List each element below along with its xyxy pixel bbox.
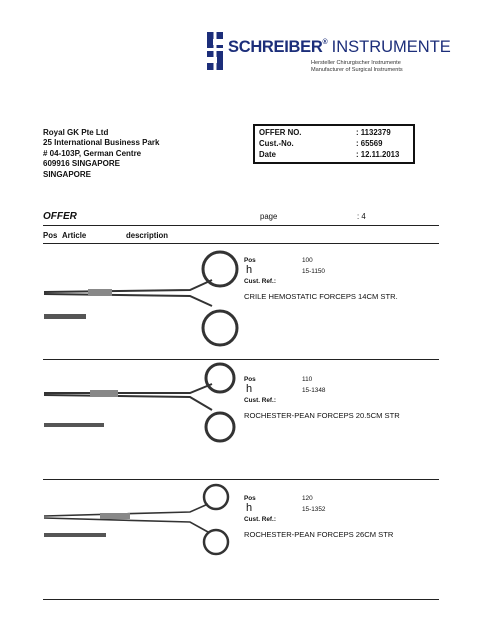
address-country: SINGAPORE: [43, 169, 92, 179]
logo-tagline-de: Hersteller Chirurgischer Instrumente: [311, 60, 401, 66]
offer-title: OFFER: [43, 211, 77, 222]
logo-tagline-en: Manufacturer of Surgical Instruments: [311, 67, 403, 73]
forceps-image: [40, 244, 240, 349]
item-article-number: 15-1348: [302, 387, 326, 394]
offer-info-box: [253, 124, 415, 164]
address-line-3: 609916 SINGAPORE: [43, 159, 120, 169]
item-cust-ref-label: Cust. Ref.:: [244, 516, 276, 523]
list-item: [0, 482, 483, 598]
cust-no-value: : 65569: [356, 139, 383, 148]
list-item: [0, 362, 483, 478]
divider: [43, 359, 439, 360]
article-type-icon: h: [246, 502, 253, 514]
forceps-image: [40, 362, 240, 452]
offer-no-label: OFFER NO.: [259, 128, 302, 137]
item-description: CRILE HEMOSTATIC FORCEPS 14CM STR.: [244, 292, 398, 301]
company-logo: [204, 28, 451, 78]
item-pos-value: 120: [302, 495, 313, 502]
date-label: Date: [259, 150, 276, 159]
divider: [43, 479, 439, 480]
item-article-number: 15-1352: [302, 506, 326, 513]
address-line-1: 25 International Business Park: [43, 138, 160, 148]
article-type-icon: h: [246, 264, 253, 276]
address-line-2: # 04-103P, German Centre: [43, 148, 142, 158]
item-cust-ref-label: Cust. Ref.:: [244, 397, 276, 404]
list-item: [0, 244, 483, 360]
item-pos-label: Pos: [244, 495, 256, 502]
item-pos-value: 110: [302, 376, 313, 383]
divider: [43, 599, 439, 600]
divider: [43, 225, 439, 226]
item-description: ROCHESTER-PEAN FORCEPS 26CM STR: [244, 530, 394, 539]
recipient-address: [43, 128, 160, 180]
date-value: : 12.11.2013: [356, 150, 400, 159]
item-cust-ref-label: Cust. Ref.:: [244, 278, 276, 285]
page-label: page: [260, 212, 278, 221]
column-header-article: Article: [62, 231, 87, 240]
item-pos-label: Pos: [244, 376, 256, 383]
cust-no-label: Cust.-No.: [259, 139, 294, 148]
column-header-pos: Pos: [43, 231, 58, 240]
logo-mark-icon: [204, 30, 226, 72]
address-company: Royal GK Pte Ltd: [43, 128, 109, 137]
logo-wordmark: SCHREIBER® INSTRUMENTE: [228, 38, 451, 56]
item-pos-value: 100: [302, 257, 313, 264]
item-pos-label: Pos: [244, 257, 256, 264]
page-number: : 4: [357, 212, 366, 221]
offer-no-value: : 1132379: [356, 128, 391, 137]
item-article-number: 15-1150: [302, 268, 325, 275]
forceps-image: [40, 482, 240, 572]
article-type-icon: h: [246, 383, 253, 395]
item-description: ROCHESTER-PEAN FORCEPS 20.5CM STR: [244, 411, 400, 420]
column-header-description: description: [126, 231, 169, 240]
